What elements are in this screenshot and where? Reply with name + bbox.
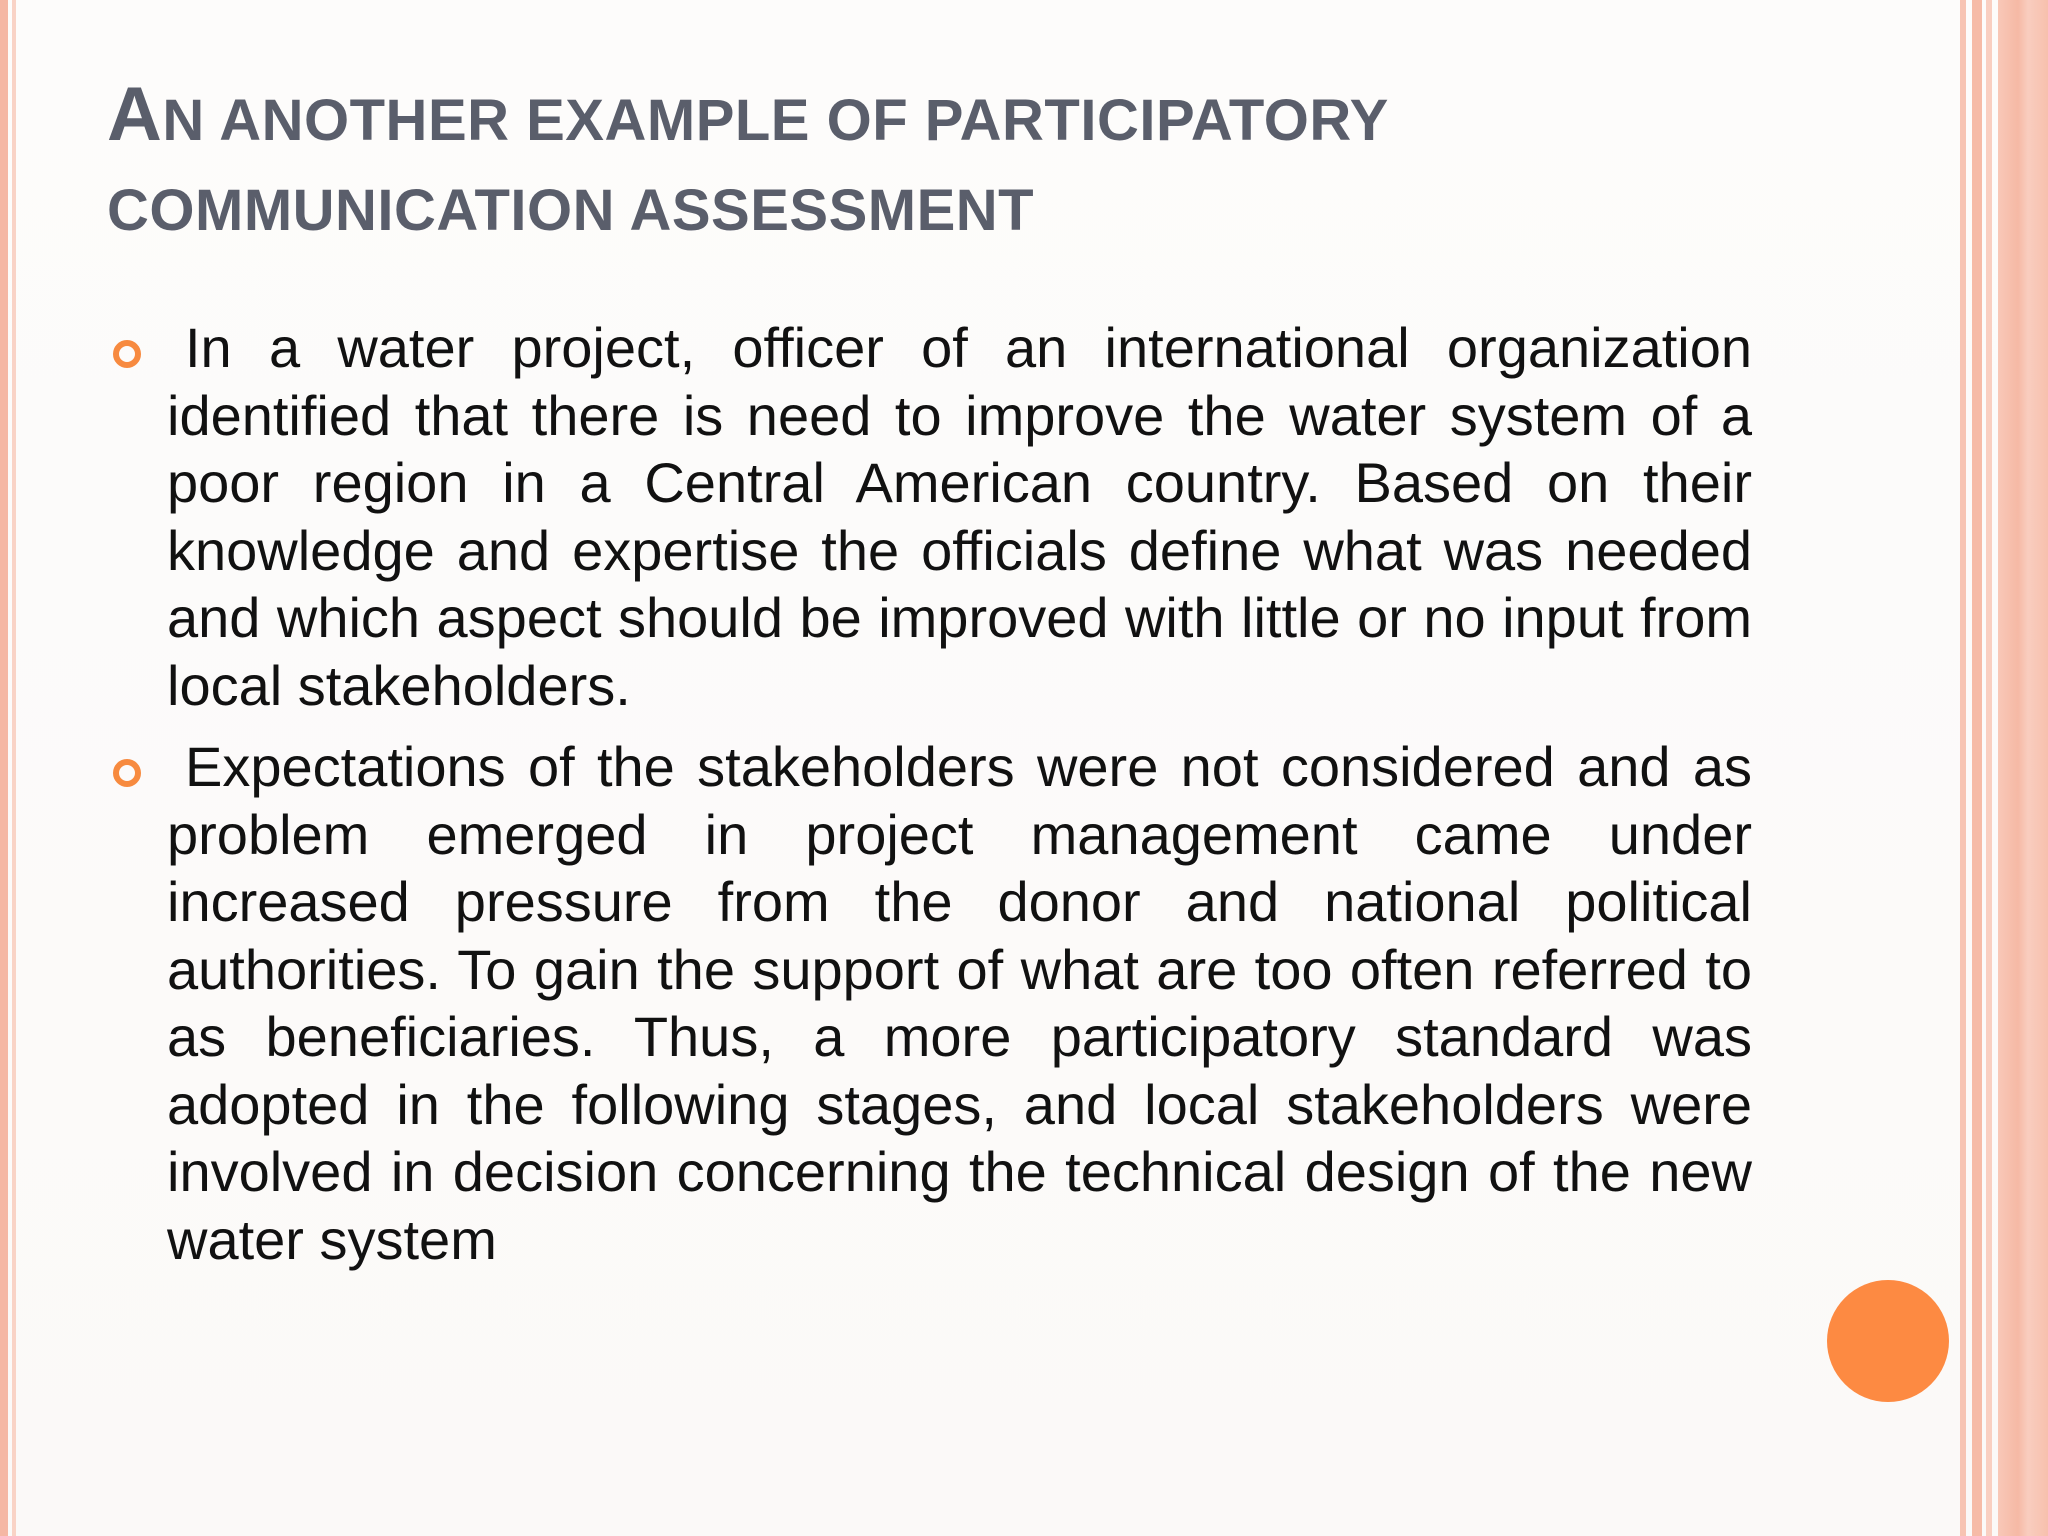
orange-circle-decoration — [1827, 1280, 1949, 1402]
right-border-band — [1998, 0, 2048, 1536]
bullet-item-1 — [110, 314, 1752, 719]
slide-title-line-1 — [107, 70, 1607, 166]
bullet-text-2: Expectations of the stakeholders were not considered and as problem emerged in project management came under increased pressure from the donor and national political authorities. To gain the support of what are too often referred to as beneficiaries. Thus, a more participatory standard was adopted in the following stages, and local stakeholders were involved in decision concerning the technical design of the new water system — [167, 735, 1752, 1271]
left-border-stripe — [0, 0, 8, 1536]
right-border-stripe-1 — [1960, 0, 1966, 1536]
bullet-list — [110, 314, 1752, 1287]
bullet-item-2 — [110, 733, 1752, 1273]
bullet-text-1: In a water project, officer of an international organization identified that there is need to improve the water system of a poor region in a Central American country. Based on their knowledge and expertise the officials define what was needed and which aspect should be improved with little or no input from local stakeholders. — [167, 316, 1752, 717]
title-line-1-rest: N ANOTHER EXAMPLE OF PARTICIPATORY — [162, 88, 1389, 153]
right-border-stripe-2 — [1972, 0, 1982, 1536]
left-border-stripe-inner — [12, 0, 16, 1536]
slide-title — [107, 70, 1607, 256]
right-border-stripe-3 — [1986, 0, 1992, 1536]
circle-bullet-icon — [113, 340, 141, 368]
circle-bullet-icon — [113, 759, 141, 787]
slide-title-line-2: COMMUNICATION ASSESSMENT — [107, 178, 1035, 243]
title-drop-letter: A — [107, 72, 163, 157]
